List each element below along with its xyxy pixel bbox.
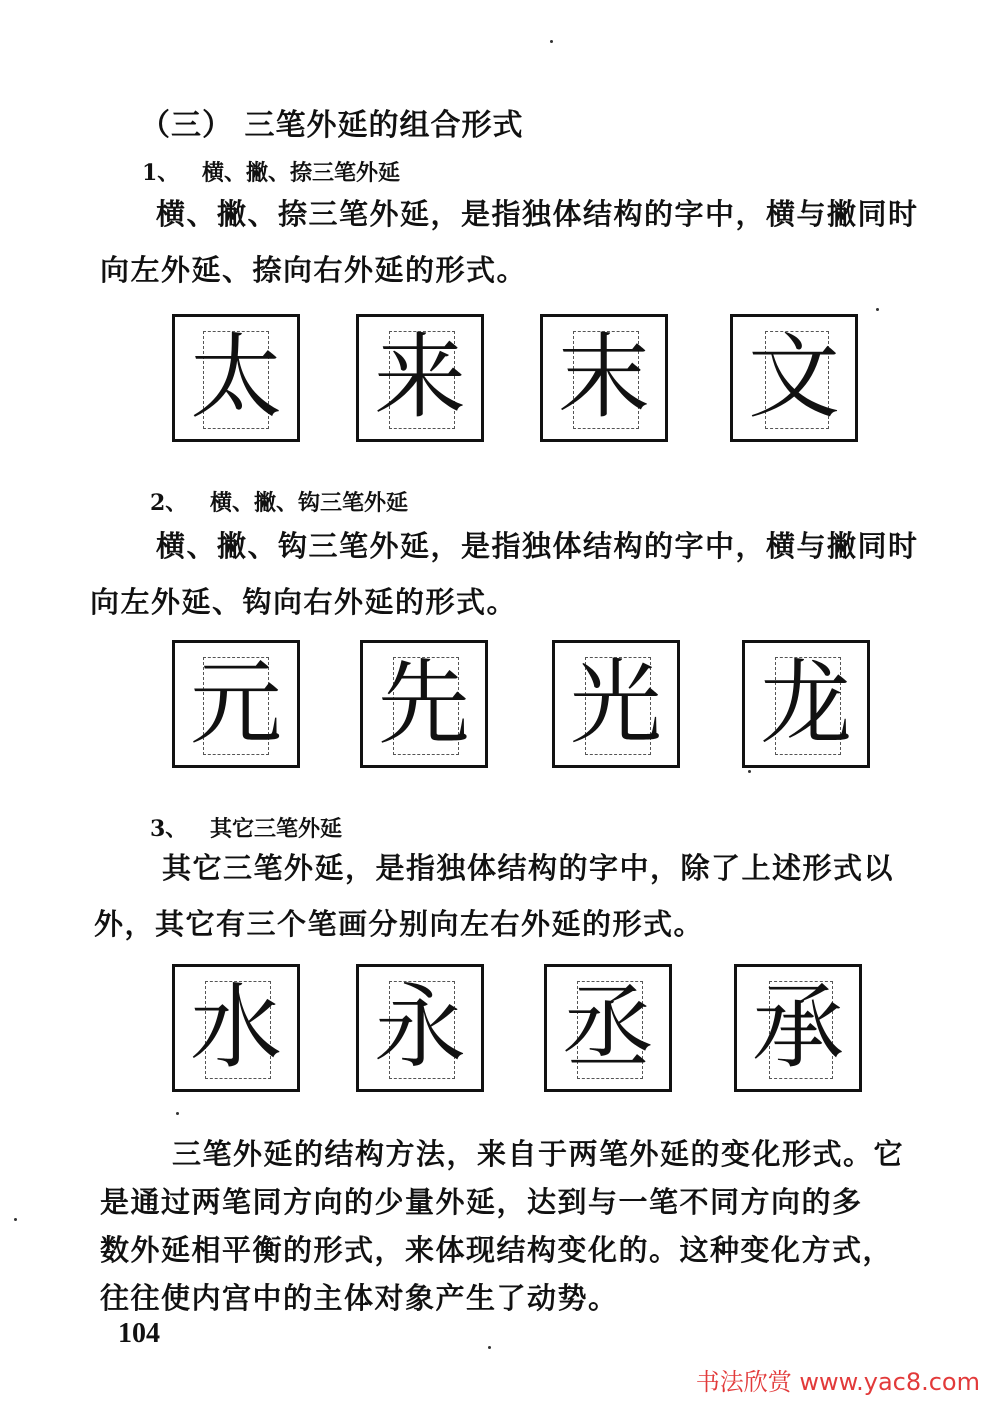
watermark: 书法欣赏 www.yac8.com — [695, 1368, 980, 1396]
example-character: 末 — [557, 324, 650, 431]
paragraph-line: 数外延相平衡的形式，来体现结构变化的。这种变化方式， — [100, 1233, 894, 1267]
subsection-1-title: 横、撇、捺三笔外延 — [202, 160, 401, 186]
section-title: （三） 三笔外延的组合形式 — [140, 108, 524, 143]
subsection-1-heading — [142, 156, 400, 187]
subsection-2-title: 横、撇、钩三笔外延 — [210, 490, 409, 516]
char-box — [734, 964, 862, 1092]
paragraph-line: 三笔外延的结构方法，来自于两笔外延的变化形式。它 — [172, 1137, 905, 1171]
paragraph-line: 往往使内宫中的主体对象产生了动势。 — [100, 1281, 619, 1315]
paragraph-line: 其它三笔外延，是指独体结构的字中，除了上述形式以 — [162, 851, 895, 885]
char-row-3 — [0, 964, 1000, 1092]
paragraph-line: 横、撇、捺三笔外延，是指独体结构的字中，横与撇同时 — [156, 197, 919, 231]
paragraph-line: 横、撇、钩三笔外延，是指独体结构的字中，横与撇同时 — [156, 529, 919, 563]
example-character: 先 — [377, 650, 470, 757]
scan-speck — [550, 40, 553, 43]
char-row-1 — [0, 314, 1000, 442]
scan-speck — [176, 1112, 179, 1115]
example-character: 承 — [751, 974, 844, 1081]
char-box — [172, 314, 300, 442]
char-box — [172, 964, 300, 1092]
char-box — [544, 964, 672, 1092]
scan-speck — [488, 1346, 491, 1349]
example-character: 光 — [569, 650, 662, 757]
subsection-3-title: 其它三笔外延 — [210, 816, 343, 842]
char-box — [356, 964, 484, 1092]
example-character: 永 — [373, 974, 466, 1081]
example-character: 水 — [189, 974, 282, 1081]
page-number: 104 — [118, 1318, 160, 1349]
example-character: 来 — [373, 324, 466, 431]
char-box — [742, 640, 870, 768]
char-box — [540, 314, 668, 442]
scan-speck — [876, 308, 879, 311]
subsection-3-paragraph — [94, 840, 970, 952]
example-character: 龙 — [759, 650, 852, 757]
subsection-2-heading — [150, 486, 408, 517]
char-box — [172, 640, 300, 768]
subsection-1-paragraph — [100, 186, 960, 298]
subsection-1-number: 1、 — [142, 160, 180, 186]
example-character: 文 — [747, 324, 840, 431]
subsection-2-paragraph — [90, 518, 970, 630]
subsection-3-heading — [150, 812, 342, 843]
example-character: 太 — [189, 324, 282, 431]
scan-speck — [748, 770, 751, 773]
char-row-2 — [0, 640, 1000, 768]
paragraph-line: 是通过两笔同方向的少量外延，达到与一笔不同方向的多 — [100, 1185, 863, 1219]
example-character: 丞 — [561, 974, 654, 1081]
subsection-3-number: 3、 — [150, 816, 188, 842]
paragraph-line: 向左外延、钩向右外延的形式。 — [90, 585, 518, 619]
subsection-2-number: 2、 — [150, 490, 188, 516]
conclusion-paragraph — [100, 1130, 970, 1322]
char-box — [360, 640, 488, 768]
char-box — [356, 314, 484, 442]
char-box — [730, 314, 858, 442]
char-box — [552, 640, 680, 768]
scan-speck — [14, 1218, 17, 1221]
example-character: 元 — [189, 650, 282, 757]
paragraph-line: 外，其它有三个笔画分别向左右外延的形式。 — [94, 907, 705, 941]
paragraph-line: 向左外延、捺向右外延的形式。 — [100, 253, 528, 287]
